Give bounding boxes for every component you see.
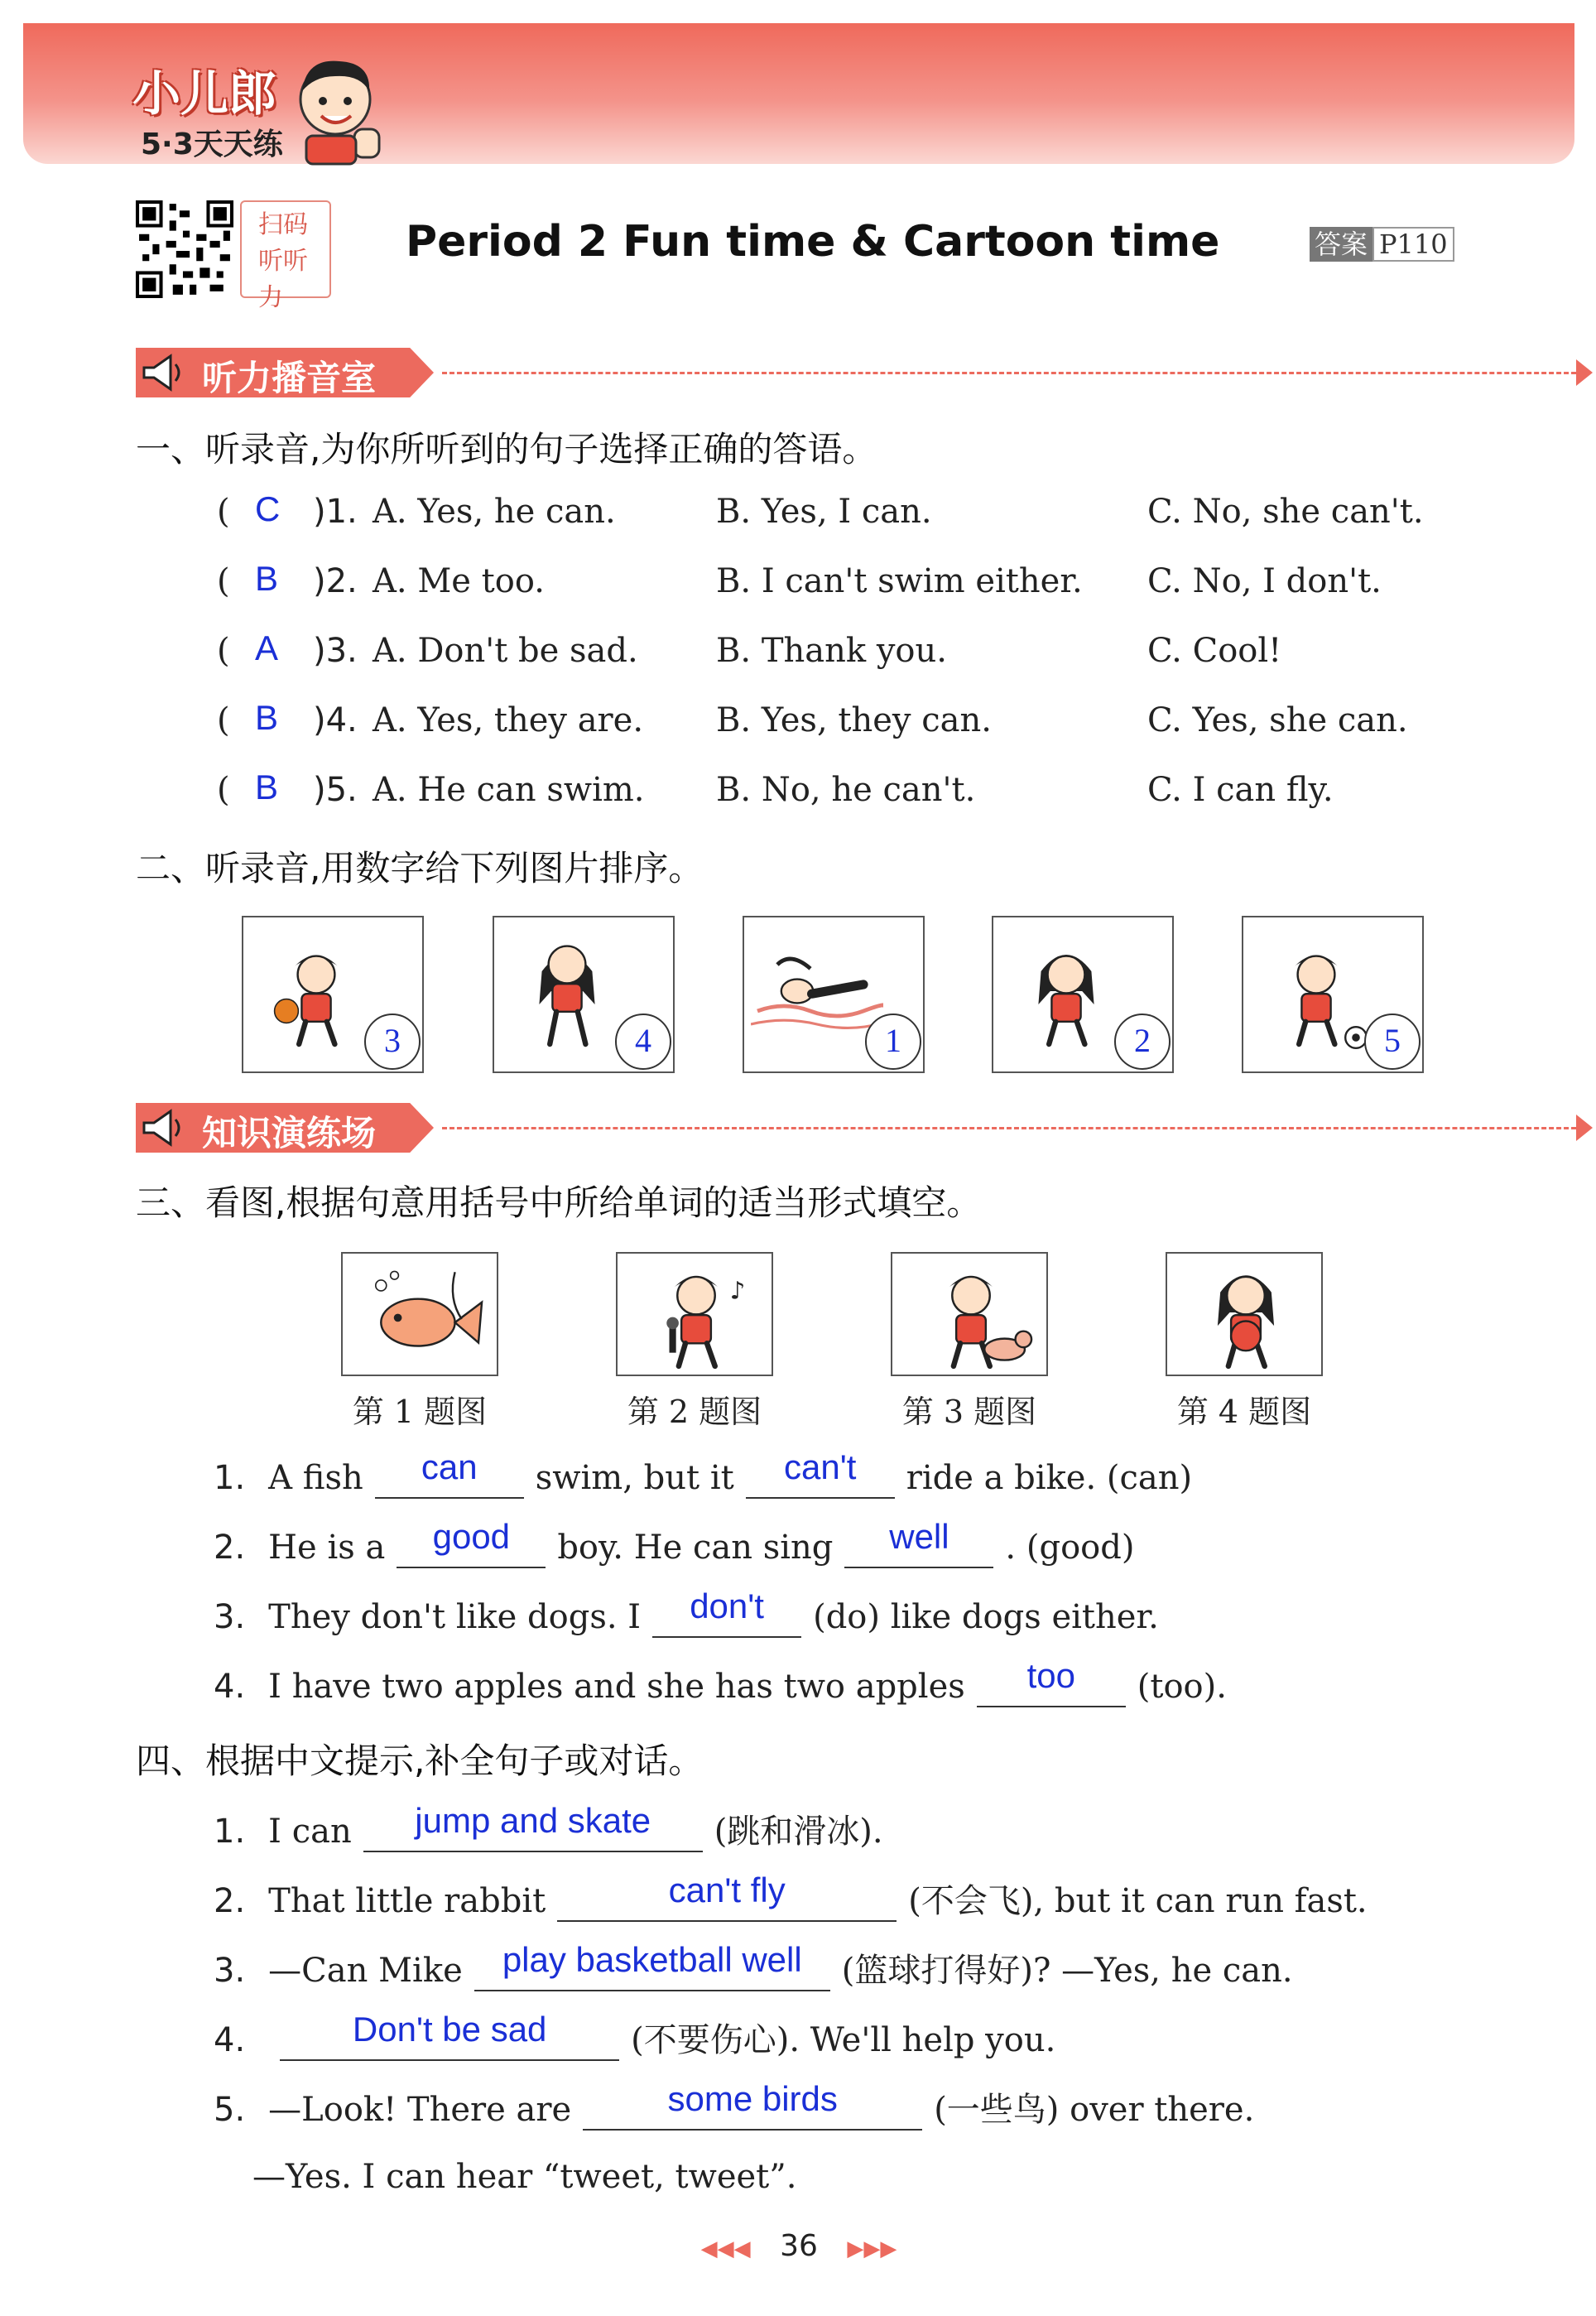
- question-text: (不会飞), but it can run fast.: [908, 1882, 1368, 1920]
- answer-text: don't: [690, 1587, 764, 1625]
- option-c: C. No, she can't.: [1147, 493, 1424, 531]
- question-number: )1.: [313, 493, 358, 531]
- option-c: C. Cool!: [1147, 632, 1282, 670]
- scan-to-listen-label: [240, 200, 331, 312]
- megaphone-icon: [139, 1106, 189, 1149]
- fill-in-row: [214, 1447, 1204, 1499]
- boy-singing-icon: [624, 1259, 768, 1373]
- paren-open: (: [217, 493, 230, 531]
- answer-text: some birds: [667, 2079, 838, 2118]
- scan-label-line1: 扫码: [258, 210, 308, 239]
- ordering-picture: [493, 916, 675, 1073]
- option-b: B. Yes, I can.: [716, 493, 932, 531]
- ordering-picture: [743, 916, 925, 1073]
- question-number: )3.: [313, 632, 358, 670]
- page-footer: [662, 2229, 935, 2263]
- answer-blank[interactable]: [844, 1517, 993, 1568]
- answer-text: play basketball well: [502, 1940, 802, 1979]
- question-number: 2.: [214, 1882, 246, 1920]
- qr-code-icon[interactable]: [136, 200, 233, 298]
- option-b: B. Yes, they can.: [716, 701, 992, 739]
- option-a: A. Yes, they are.: [373, 701, 644, 739]
- mc-question-row: [0, 768, 1596, 829]
- answer-text: Don't be sad: [352, 2010, 547, 2049]
- question-number: )5.: [313, 771, 358, 809]
- answer-blank[interactable]: [977, 1656, 1126, 1707]
- question-text: (跳和滑冰).: [714, 1813, 883, 1851]
- question-text: . (good): [1005, 1529, 1135, 1567]
- scan-label-line2: 听听力: [258, 247, 308, 312]
- ordering-picture: [1242, 916, 1424, 1073]
- part1-title: 一、听录音,为你所听到的句子选择正确的答语。: [136, 429, 877, 469]
- fill-in-row: [214, 1587, 1171, 1638]
- question-text: He is a: [268, 1529, 386, 1567]
- brand-subtitle: 5·3天天练: [141, 128, 283, 161]
- option-c: C. No, I don't.: [1147, 562, 1382, 600]
- answer-blank[interactable]: [474, 1940, 830, 1991]
- girl-apple-icon: [1174, 1259, 1318, 1373]
- fill-in-row: [214, 2010, 1067, 2061]
- chosen-answer[interactable]: B: [255, 698, 279, 737]
- chosen-answer[interactable]: C: [255, 489, 281, 528]
- ordering-picture: [992, 916, 1174, 1073]
- boy-football-icon: [1250, 924, 1382, 1065]
- answer-blank[interactable]: [652, 1587, 801, 1638]
- part3-title: 三、看图,根据句意用括号中所给单词的适当形式填空。: [136, 1182, 982, 1223]
- option-a: A. Me too.: [373, 562, 545, 600]
- question-text: (一些鸟) over there.: [934, 2091, 1255, 2129]
- question-number: 2.: [214, 1529, 246, 1567]
- mc-question-row: [0, 489, 1596, 551]
- question-number: 4.: [214, 1668, 246, 1706]
- answer-text: jump and skate: [415, 1801, 651, 1840]
- question-number: 3.: [214, 1952, 246, 1990]
- picture-caption: 第 1 题图: [352, 1394, 488, 1430]
- question-text: (too).: [1137, 1668, 1227, 1706]
- answer-text: can't fly: [668, 1871, 786, 1909]
- question-number: 1.: [214, 1813, 246, 1851]
- question-picture: [1166, 1252, 1323, 1376]
- order-number-circle[interactable]: 1: [865, 1014, 921, 1070]
- order-number-circle[interactable]: 2: [1114, 1014, 1171, 1070]
- fill-in-row: [214, 1871, 1379, 1922]
- picture-caption: 第 4 题图: [1176, 1394, 1312, 1430]
- banner-arrow-icon: [1576, 1115, 1593, 1141]
- answer-label: 答案: [1310, 227, 1372, 262]
- fill-in-row: [214, 1656, 1238, 1707]
- section-banner-listening: [136, 348, 1452, 397]
- question-text: —Look! There are: [268, 2091, 572, 2129]
- answer-reference: [1310, 224, 1454, 262]
- girl-running-icon: [1000, 924, 1132, 1065]
- option-b: B. Thank you.: [716, 632, 947, 670]
- option-a: A. He can swim.: [373, 771, 645, 809]
- question-text: (不要伤心). We'll help you.: [631, 2021, 1056, 2059]
- ordering-picture: [242, 916, 424, 1073]
- part4-title: 四、根据中文提示,补全句子或对话。: [136, 1741, 704, 1781]
- banner-dashline: [442, 372, 1576, 374]
- paren-open: (: [217, 562, 230, 600]
- question-number: )2.: [313, 562, 358, 600]
- option-b: B. No, he can't.: [716, 771, 976, 809]
- picture-caption: 第 3 题图: [901, 1394, 1037, 1430]
- swimmer-icon: [751, 924, 883, 1065]
- girl-jumping-icon: [501, 924, 633, 1065]
- option-c: C. Yes, she can.: [1147, 701, 1408, 739]
- question-number: 4.: [214, 2021, 246, 2059]
- brand-logo: 小儿郎: [132, 65, 277, 122]
- chosen-answer[interactable]: A: [255, 628, 279, 667]
- question-text: They don't like dogs. I: [268, 1598, 642, 1636]
- page-title: Period 2 Fun time & Cartoon time: [406, 217, 1220, 267]
- banner-label: 知识演练场: [202, 1113, 377, 1153]
- question-text: boy. He can sing: [557, 1529, 834, 1567]
- chosen-answer[interactable]: B: [255, 768, 279, 807]
- question-number: 1.: [214, 1459, 246, 1497]
- next-arrows-icon: ▶▶▶: [847, 2237, 897, 2261]
- svg-text:♪: ♪: [729, 1276, 746, 1305]
- answer-blank[interactable]: [583, 2079, 922, 2131]
- order-number-circle[interactable]: 4: [615, 1014, 671, 1070]
- order-number-circle[interactable]: 3: [364, 1014, 421, 1070]
- question-text: That little rabbit: [268, 1882, 546, 1920]
- answer-text: well: [889, 1517, 949, 1556]
- answer-blank[interactable]: [363, 1801, 703, 1852]
- megaphone-icon: [139, 351, 189, 394]
- question-number: 5.: [214, 2091, 246, 2129]
- part4-extra-line: —Yes. I can hear “tweet, tweet”.: [252, 2158, 797, 2196]
- answer-text: can't: [784, 1447, 857, 1486]
- question-text: —Can Mike: [268, 1952, 463, 1990]
- question-text: (篮球打得好)? —Yes, he can.: [841, 1952, 1293, 1990]
- question-text: ride a bike. (can): [906, 1459, 1193, 1497]
- question-picture: [341, 1252, 498, 1376]
- mascot-boy-icon: [281, 50, 389, 166]
- chosen-answer[interactable]: B: [255, 559, 279, 598]
- paren-open: (: [217, 701, 230, 739]
- paren-open: (: [217, 771, 230, 809]
- section-banner-practice: [136, 1103, 1452, 1153]
- option-c: C. I can fly.: [1147, 771, 1334, 809]
- question-picture: [616, 1252, 773, 1376]
- fill-in-row: [214, 1940, 1305, 1991]
- order-number-circle[interactable]: 5: [1364, 1014, 1421, 1070]
- answer-text: good: [432, 1517, 511, 1556]
- banner-dashline: [442, 1127, 1576, 1129]
- option-a: A. Don't be sad.: [373, 632, 638, 670]
- answer-blank[interactable]: [280, 2010, 619, 2061]
- answer-blank[interactable]: [746, 1447, 895, 1499]
- option-a: A. Yes, he can.: [373, 493, 616, 531]
- question-text: swim, but it: [535, 1459, 734, 1497]
- mc-question-row: [0, 559, 1596, 620]
- picture-caption: 第 2 题图: [627, 1394, 762, 1430]
- answer-page: P110: [1372, 227, 1454, 262]
- prev-arrows-icon: ◀◀◀: [700, 2237, 751, 2261]
- question-text: (do) like dogs either.: [813, 1598, 1159, 1636]
- answer-blank[interactable]: [375, 1447, 524, 1499]
- paren-open: (: [217, 632, 230, 670]
- question-number: )4.: [313, 701, 358, 739]
- banner-arrow-icon: [1576, 359, 1593, 386]
- answer-text: can: [421, 1447, 478, 1486]
- part2-title: 二、听录音,用数字给下列图片排序。: [136, 848, 704, 888]
- mc-question-row: [0, 628, 1596, 690]
- page-number: 36: [780, 2229, 818, 2263]
- question-text: A fish: [268, 1459, 363, 1497]
- answer-blank[interactable]: [397, 1517, 546, 1568]
- question-text: I can: [268, 1813, 352, 1851]
- option-b: B. I can't swim either.: [716, 562, 1083, 600]
- fish-icon: [349, 1259, 493, 1373]
- boy-basketball-icon: [250, 924, 382, 1065]
- answer-text: too: [1026, 1656, 1075, 1695]
- question-text: I have two apples and she has two apples: [268, 1668, 965, 1706]
- banner-label: 听力播音室: [202, 358, 377, 398]
- fill-in-row: [214, 2079, 1266, 2131]
- fill-in-row: [214, 1517, 1146, 1568]
- fill-in-row: [214, 1801, 895, 1852]
- question-number: 3.: [214, 1598, 246, 1636]
- question-picture: [891, 1252, 1048, 1376]
- boy-dog-icon: [899, 1259, 1043, 1373]
- answer-blank[interactable]: [557, 1871, 897, 1922]
- mc-question-row: [0, 698, 1596, 759]
